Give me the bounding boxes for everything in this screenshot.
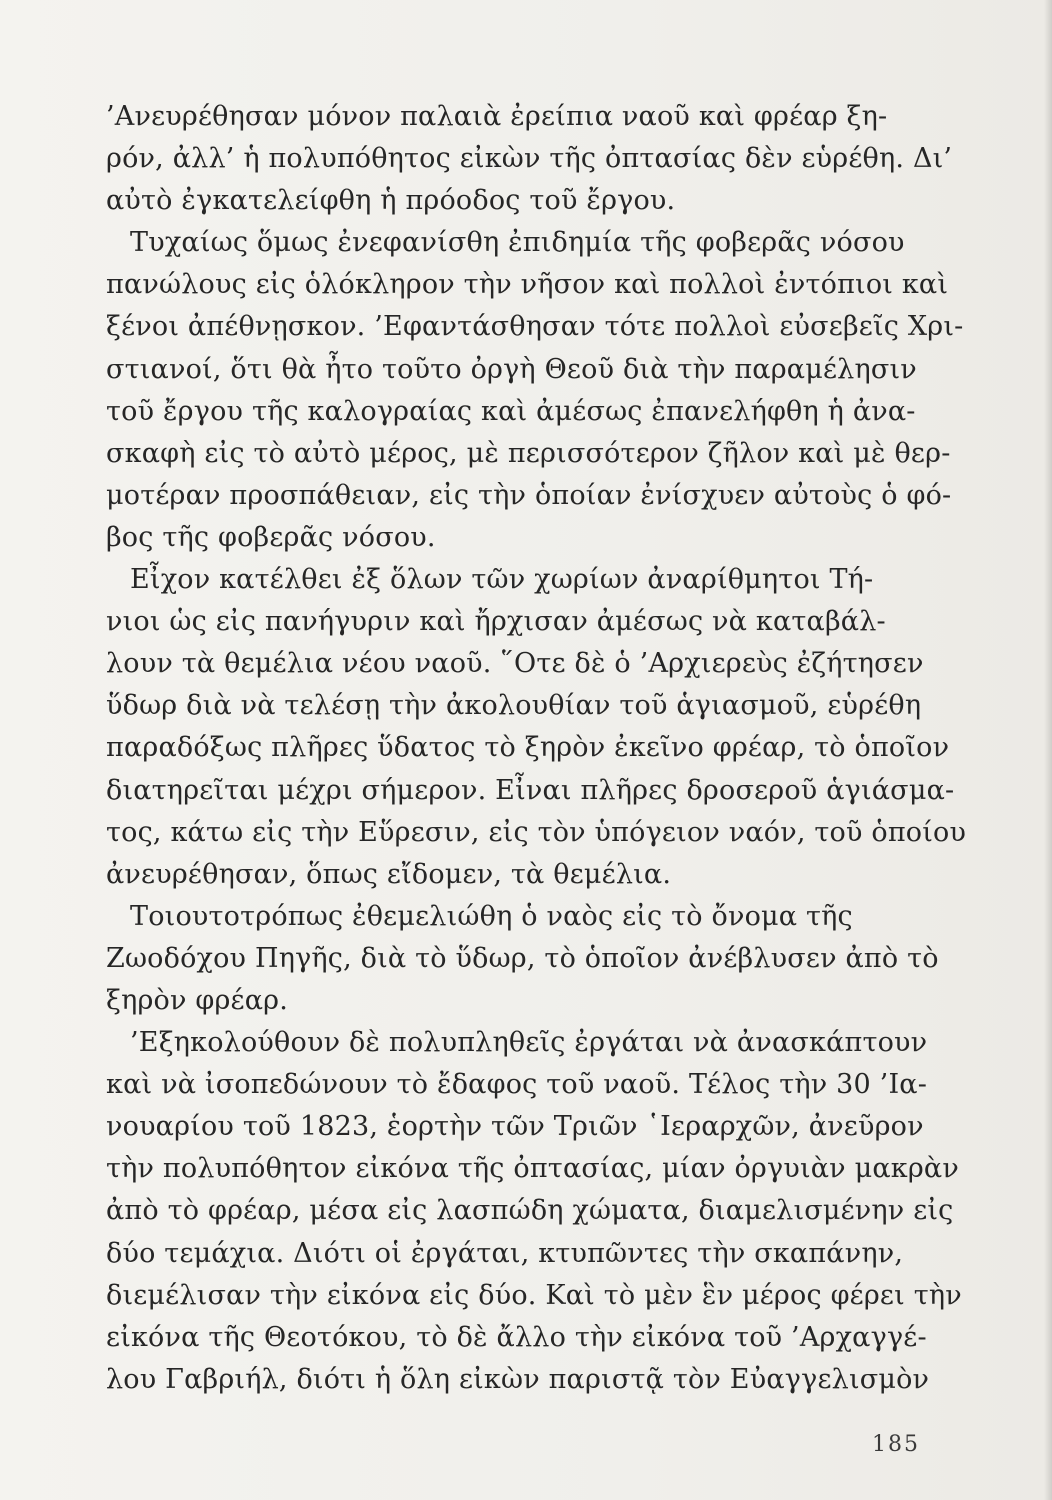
text-line: παραδόξως πλῆρες ὕδατος τὸ ξηρὸν ἐκεῖνο φρέαρ, τὸ ὁποῖον bbox=[106, 732, 950, 764]
text-line: λου Γαβριήλ, διότι ἡ ὅλη εἰκὼν παριστᾷ τὸν Εὐαγγελισμὸν bbox=[106, 1363, 930, 1395]
text-line: πανώλους εἰς ὁλόκληρον τὴν νῆσον καὶ πολλοὶ ἐντόπιοι καὶ bbox=[106, 269, 949, 301]
page-number: 185 bbox=[872, 1432, 920, 1457]
text-line: ξένοι ἀπέθνῃσκον. ’Εφαντάσθησαν τότε πολλοὶ εὐσεβεῖς Χρι- bbox=[106, 311, 964, 343]
text-line: τοῦ ἔργου τῆς καλογραίας καὶ ἀμέσως ἐπανελήφθη ἡ ἀνα- bbox=[106, 395, 916, 427]
text-line: ὕδωρ διὰ νὰ τελέσῃ τὴν ἀκολουθίαν τοῦ ἁγιασμοῦ, εὑρέθη bbox=[106, 690, 922, 722]
body-text bbox=[106, 96, 967, 1401]
text-line: στιανοί, ὅτι θὰ ἦτο τοῦτο ὀργὴ Θεοῦ διὰ τὴν παραμέλησιν bbox=[106, 353, 917, 385]
paragraph-start-line: Τοιουτοτρόπως ἐθεμελιώθη ὁ ναὸς εἰς τὸ ὄνομα τῆς bbox=[130, 900, 853, 932]
page-edge-shadow bbox=[1044, 0, 1052, 1500]
text-line: λουν τὰ θεμέλια νέου ναοῦ. ῞Οτε δὲ ὁ ’Αρχιερεὺς ἐζήτησεν bbox=[106, 648, 924, 680]
text-line: σκαφὴ εἰς τὸ αὐτὸ μέρος, μὲ περισσότερον ζῆλον καὶ μὲ θερ- bbox=[106, 437, 951, 469]
text-line: ’Ανευρέθησαν μόνον παλαιὰ ἐρείπια ναοῦ καὶ φρέαρ ξη- bbox=[106, 101, 888, 132]
paragraph-start-line: ’Εξηκολούθουν δὲ πολυπληθεῖς ἐργάται νὰ ἀνασκάπτουν bbox=[130, 1027, 928, 1059]
text-line: μοτέραν προσπάθειαν, εἰς τὴν ὁποίαν ἐνίσχυεν αὐτοὺς ὁ φό- bbox=[106, 479, 952, 511]
text-line: διατηρεῖται μέχρι σήμερον. Εἶναι πλῆρες δροσεροῦ ἁγιάσμα- bbox=[106, 774, 955, 806]
text-line: ἀνευρέθησαν, ὅπως εἴδομεν, τὰ θεμέλια. bbox=[106, 858, 672, 890]
text-line: καὶ νὰ ἰσοπεδώνουν τὸ ἔδαφος τοῦ ναοῦ. Τέλος τὴν 30 ’Ια- bbox=[106, 1069, 928, 1101]
text-line: δύο τεμάχια. Διότι οἱ ἐργάται, κτυπῶντες τὴν σκαπάνην, bbox=[106, 1237, 904, 1269]
text-line: αὐτὸ ἐγκατελείφθη ἡ πρόοδος τοῦ ἔργου. bbox=[106, 185, 676, 217]
text-line: ξηρὸν φρέαρ. bbox=[106, 984, 289, 1016]
text-line: βος τῆς φοβερᾶς νόσου. bbox=[106, 521, 436, 553]
text-line: ἀπὸ τὸ φρέαρ, μέσα εἰς λασπώδη χώματα, διαμελισμένην εἰς bbox=[106, 1195, 954, 1227]
text-line: νουαρίου τοῦ 1823, ἑορτὴν τῶν Τριῶν ῾Ιεραρχῶν, ἀνεῦρον bbox=[106, 1111, 924, 1143]
text-line: εἰκόνα τῆς Θεοτόκου, τὸ δὲ ἄλλο τὴν εἰκόνα τοῦ ’Αρχαγγέ- bbox=[106, 1321, 927, 1353]
paragraph-start-line: Εἶχον κατέλθει ἐξ ὅλων τῶν χωρίων ἀναρίθμητοι Τή- bbox=[130, 564, 874, 596]
text-line: νιοι ὡς εἰς πανήγυριν καὶ ἤρχισαν ἀμέσως νὰ καταβάλ- bbox=[106, 606, 886, 638]
text-line: τὴν πολυπόθητον εἰκόνα τῆς ὀπτασίας, μίαν ὀργυιὰν μακρὰν bbox=[106, 1153, 959, 1185]
text-line: τος, κάτω εἰς τὴν Εὕρεσιν, εἰς τὸν ὑπόγειον ναόν, τοῦ ὁποίου bbox=[106, 816, 967, 848]
text-line: Ζωοδόχου Πηγῆς, διὰ τὸ ὕδωρ, τὸ ὁποῖον ἀνέβλυσεν ἀπὸ τὸ bbox=[106, 942, 939, 974]
paragraph-start-line: Τυχαίως ὅμως ἐνεφανίσθη ἐπιδημία τῆς φοβερᾶς νόσου bbox=[130, 227, 905, 259]
text-line: διεμέλισαν τὴν εἰκόνα εἰς δύο. Καὶ τὸ μὲν ἓν μέρος φέρει τὴν bbox=[106, 1279, 962, 1311]
text-line: ρόν, ἀλλ’ ἡ πολυπόθητος εἰκὼν τῆς ὀπτασίας δὲν εὑρέθη. Δι’ bbox=[106, 143, 953, 175]
